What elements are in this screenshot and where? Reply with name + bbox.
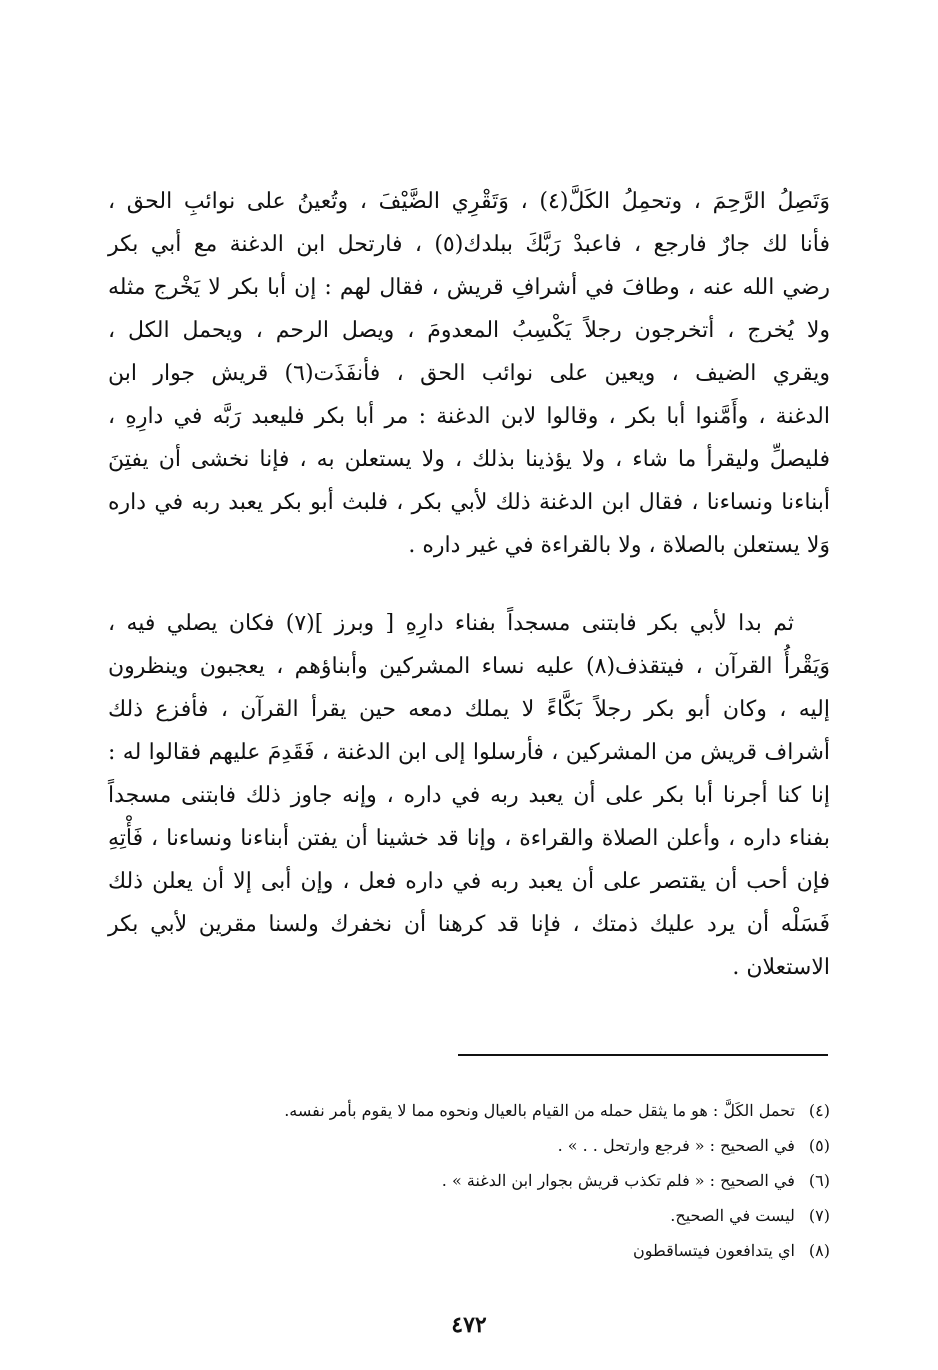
text-line: فليصلِّ وليقرأ ما شاء ، ولا يؤذينا بذلك ، ولا يستعلن به ، فإنا نخشى أن يفتِنَ [108,447,830,472]
footnote-number: (٧) [808,1206,830,1225]
text-line: رضي الله عنه ، وطافَ في أشرافِ قريش ، فقال لهم : إن أبا بكر لا يَخْرج مثله [108,275,830,300]
text-line: إنا كنا أجرنا أبا بكر على أن يعبد ربه في داره ، وإنه جاوز ذلك فابتنى مسجداً [108,783,830,808]
footnote-number: (٨) [808,1241,830,1260]
paragraph-2 [108,602,830,989]
paragraph-1 [108,180,830,567]
footnote-number: (٥) [808,1136,830,1155]
text-line: الاستعلان . [732,955,830,980]
text-line: أشراف قريش من المشركين ، فأرسلوا إلى ابن الدغنة ، فَقَدِمَ عليهم فقالوا له : [108,740,830,765]
text-line: فَسَلْه أن يرد عليك ذمتك ، فإنا قد كرهنا أن نخفرك ولسنا مقرين لأبي بكر [108,912,830,937]
paragraph-gap [108,567,830,602]
footnote-text: اي يتدافعون فيتساقطون [633,1241,795,1260]
text-line: أبناءنا ونساءنا ، فقال ابن الدغنة ذلك لأبي بكر ، فلبث أبو بكر يعبد ربه في داره [108,490,830,515]
text-line: ويقري الضيف ، ويعين على نوائب الحق ، فأنفَذَت(٦) قريش جوار ابن [108,361,830,386]
text-line: وَيَقْرأُ القرآن ، فيتقذف(٨) عليه نساء المشركين وأبناؤهم ، يعجبون وينظرون [108,654,831,679]
text-line: ولا يُخرج ، أتخرجون رجلاً يَكْسِبُ المعدومَ ، ويصل الرحم ، ويحمل الكل ، [108,318,830,343]
footnote-text: ليست في الصحيح. [670,1206,795,1225]
footnote-number: (٦) [808,1171,830,1190]
text-line: ثم بدا لأبي بكر فابتنى مسجداً بفناء دارِهِ [ وبرز ](٧) فكان يصلي فيه ، [108,611,795,636]
footnote-text: تحمل الكَلَّ : هو ما يثقل حمله من القيام بالعيال ونحوه مما لا يقوم بأمر نفسه. [284,1101,795,1120]
text-line: فأنا لك جارٌ فارجع ، فاعبدْ رَبَّكَ ببلدك(٥) ، فارتحل ابن الدغنة مع أبي بكر [108,232,830,257]
main-text [108,180,830,989]
footnote-text: في الصحيح : « فلم تكذب قريش بجوار ابن الدغنة » . [441,1171,795,1190]
text-line: وَتَصِلُ الرَّحِمَ ، وتحمِلُ الكَلَّ(٤) ، وَتَقْرِي الضَّيْفَ ، وتُعينُ على نوائبِ الحق ، [108,189,831,214]
footnote-item [108,1198,830,1233]
text-line: بفناء داره ، وأعلن الصلاة والقراءة ، وإنا قد خشينا أن يفتن أبناءنا ونساءنا ، فَأْتِهِ [108,826,830,851]
footnote-item [108,1163,830,1198]
text-line: فإن أحب أن يقتصر على أن يعبد ربه في داره فعل ، وإن أبى إلا أن يعلن ذلك [108,869,830,894]
footnote-item [108,1093,830,1128]
footnote-text: في الصحيح : « فرجع وارتحل . . » . [557,1136,795,1155]
footnote-item [108,1233,830,1268]
footnote-divider [458,1054,828,1056]
text-line: إليه ، وكان أبو بكر رجلاً بَكَّاءً لا يملك دمعه حين يقرأ القرآن ، فأفزع ذلك [108,697,830,722]
text-line: وَلا يستعلن بالصلاة ، ولا بالقراءة في غير داره . [408,533,830,558]
page-number: ٤٧٢ [451,1312,487,1338]
text-line: الدغنة ، وأَمَّنوا أبا بكر ، وقالوا لابن الدغنة : مر أبا بكر فليعبد رَبَّه في دارِهِ ، [108,404,830,429]
footnote-item [108,1128,830,1163]
footnote-number: (٤) [808,1101,830,1120]
footnotes [108,1093,830,1268]
